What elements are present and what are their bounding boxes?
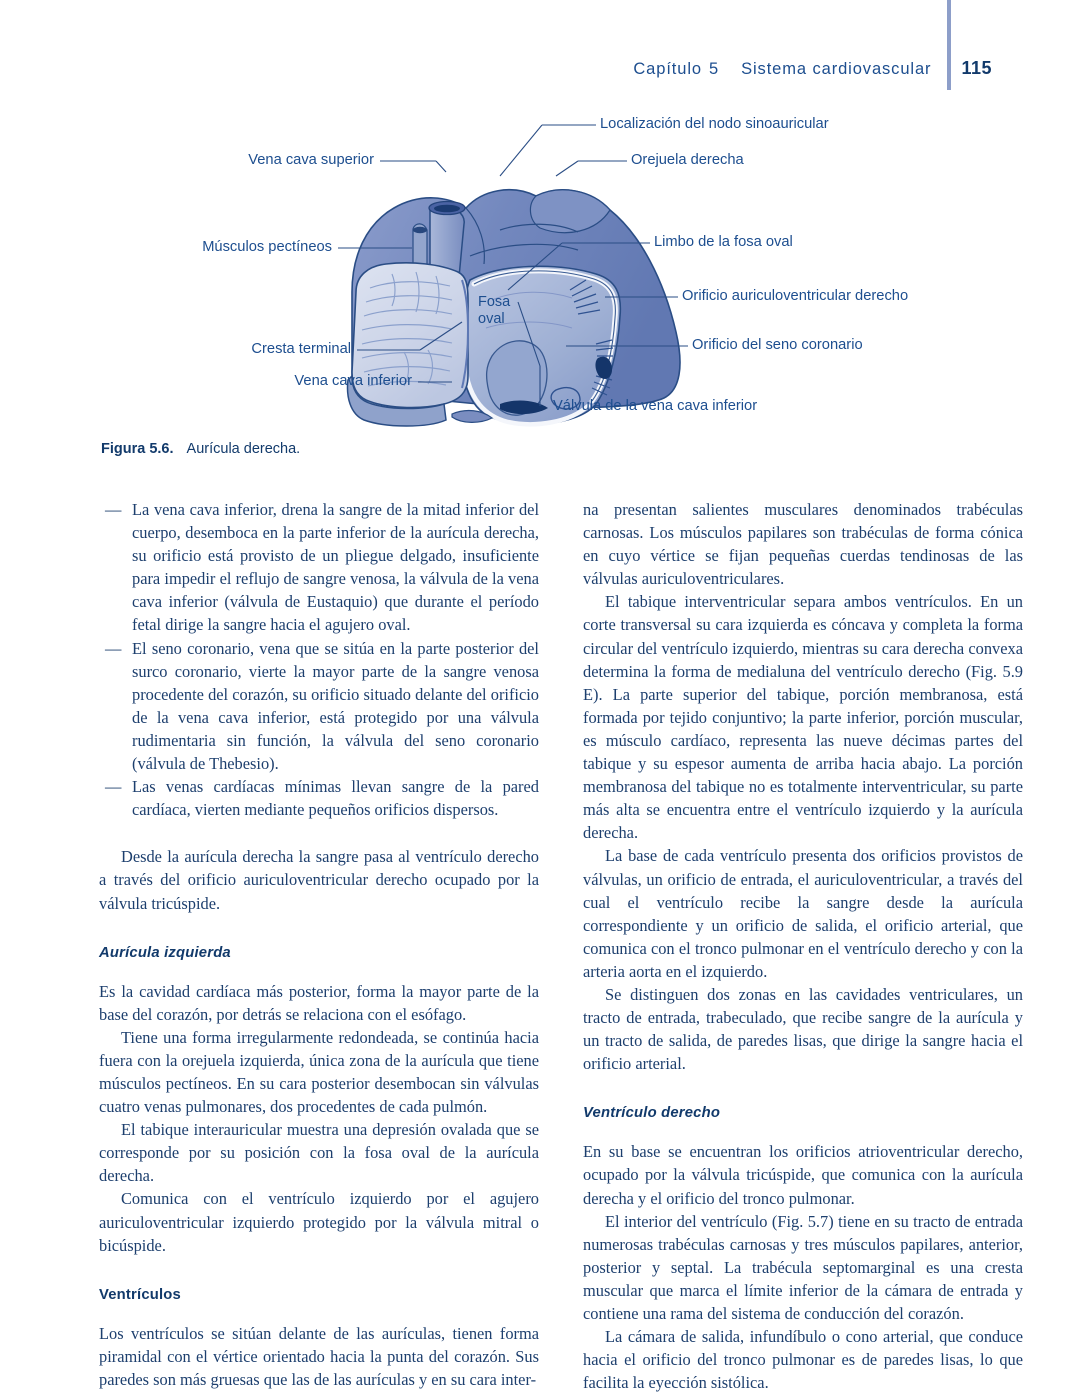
list-item [99,775,539,821]
list-item-text: El seno coronario, vena que se sitúa en la parte posterior del surco coronario, vierte la mayor parte de la sangre venosa procedente del corazón, su orificio situado delante del orificio de la vena cava inferior, está protegido por una válvula rudimentaria sin función, la válvula del seno coronario (válvula de Thebesio). [132,638,539,774]
list-item-text: Las venas cardíacas mínimas llevan sangre de la pared cardíaca, vierten mediante pequeños orificios dispersos. [132,777,539,820]
list-item [99,498,539,637]
heading-ventriculos: Ventrículos [99,1286,181,1303]
figure-label-valvula-vena-cava-inferior: Válvula de la vena cava inferior [553,398,758,414]
paragraph: Se distinguen dos zonas en las cavidades ventriculares, un tracto de entrada, trabeculado, que recibe sangre de la aurícula y un tracto de salida, de paredes lisas, que dirige la sangre hacia el orificio arterial. [583,984,1023,1074]
list-item-text: La vena cava inferior, drena la sangre de la mitad inferior del cuerpo, desemboca en la parte inferior de la aurícula derecha, su orificio está provisto de un pliegue delgado, insuficiente para impedir el reflujo de sangre venosa, la válvula de la vena cava inferior (válvula de Eustaquio) que durante el período fetal dirige la sangre hacia el agujero oval. [132,500,539,635]
running-head-chapter [633,60,719,79]
paragraph: La base de cada ventrículo presenta dos orificios provistos de válvulas, un orificio de entrada, el auriculoventricular, a través del cual el ventrículo recibe la sangre desde la aurícula correspondiente y un orificio de salida, el orificio arterial, que comunica con el tronco pulmonar en el ventrículo derecho y con la arteria aorta en el izquierdo. [583,846,1023,981]
figure-inline-label-fosa-oval [478,294,510,328]
figure-5-6-illustration [0,104,1080,434]
list-item [99,637,539,776]
left-column [99,498,539,1394]
figure-label-limbo-fosa-oval: Limbo de la fosa oval [654,234,793,250]
figure-label-orificio-auriculoventricular-derecho: Orificio auriculoventricular derecho [682,288,909,304]
figure-label-localizacion-nodo-sinoauricular: Localización del nodo sinoauricular [600,116,829,132]
heading-ventriculo-derecho: Ventrículo derecho [583,1105,721,1122]
figure-label-orificio-seno-coronario: Orificio del seno coronario [692,337,863,353]
chapter-number: 5 [709,60,720,78]
running-head [633,58,992,79]
fosa-oval-line1: Fosa [478,294,511,310]
list-dash: — [105,777,122,797]
body-columns [99,498,1024,1394]
running-head-title: Sistema cardiovascular [741,60,932,78]
paragraph: Comunica con el ventrículo izquierdo por el agujero auriculoventricular izquierdo protegido por la válvula mitral o bicúspide. [99,1189,539,1255]
paragraph: La cámara de salida, infundíbulo o cono arterial, que conduce hacia el orificio del tronco pulmonar es de paredes lisas, lo que facilita la eyección sistólica. [583,1327,1023,1393]
paragraph: Es la cavidad cardíaca más posterior, forma la mayor parte de la base del corazón, por detrás se relaciona con el esófago. [99,981,539,1024]
chapter-label: Capítulo [633,60,702,78]
page-number: 115 [961,58,992,78]
paragraph: Los ventrículos se sitúan delante de las aurículas, tienen forma piramidal con el vértice orientado hacia la punta del corazón. Sus paredes son más gruesas que las de las aurículas y en su cara inter- [99,1323,539,1389]
paragraph: Tiene una forma irregularmente redondeada, se continúa hacia fuera con la orejuela izquierda, única zona de la aurícula que tiene músculos pectíneos. En su cara posterior desembocan sin válvulas cuatro venas pulmonares, dos procedentes de cada pulmón. [99,1027,539,1117]
paragraph: En su base se encuentran los orificios atrioventricular derecho, ocupado por la válvula tricúspide, que comunica con la aurícula derecha y el orificio del tronco pulmonar. [583,1142,1023,1208]
figure-caption-text: Aurícula derecha. [186,441,301,457]
paragraph: El tabique interventricular separa ambos ventrículos. En un corte transversal su cara izquierda es cóncava y completa la forma circular del ventrículo izquierdo, mientras su cara derecha convexa determina la forma de medialuna del ventrículo derecho (Fig. 5.9 E). La parte superior del tabique, porción membranosa, está formada por tejido conjuntivo; la parte inferior, porción muscular, es músculo cardíaco, representa las nueve décimas partes del tabique y su espesor aumenta de arriba hacia abajo. La porción membranosa del tabique no es totalmente interventricular, su parte más alta se encuentra entre el ventrículo izquierdo y la aurícula derecha. [583,592,1023,843]
list-dash: — [105,638,122,658]
dash-list [99,498,539,821]
figure-caption [101,441,300,457]
figure-label-vena-cava-inferior: Vena cava inferior [294,373,412,389]
paragraph: na presentan salientes musculares denominados trabéculas carnosas. Los músculos papilares son trabéculas de forma cónica en cuyo vértice se fijan pequeñas cuerdas tendinosas de las válvulas auriculoventriculares. [583,500,1023,589]
fosa-oval-line2: oval [478,311,505,327]
list-dash: — [105,500,122,519]
paragraph-after-list: Desde la aurícula derecha la sangre pasa al ventrículo derecho a través del orificio auriculoventricular derecho ocupado por la válvula tricúspide. [99,847,539,913]
heading-auricula-izquierda: Aurícula izquierda [99,944,231,961]
figure-label-vena-cava-superior: Vena cava superior [248,152,374,168]
figure-label-cresta-terminal: Cresta terminal [251,341,351,357]
paragraph: El tabique interauricular muestra una depresión ovalada que se corresponde por su posición con la fosa oval de la aurícula derecha. [99,1120,539,1186]
figure-label-orejuela-derecha: Orejuela derecha [631,152,744,168]
paragraph: El interior del ventrículo (Fig. 5.7) tiene en su tracto de entrada numerosas trabéculas carnosas y tres músculos papilares, anterior, posterior y septal. La trabécula septomarginal es una cresta muscular que marca el límite inferior de la cámara de entrada y contiene una rama del sistema de conducción del corazón. [583,1211,1023,1323]
figure-label-musculos-pectineos: Músculos pectíneos [202,239,332,255]
figure-caption-label: Figura 5.6. [101,441,174,457]
right-column [583,498,1023,1394]
